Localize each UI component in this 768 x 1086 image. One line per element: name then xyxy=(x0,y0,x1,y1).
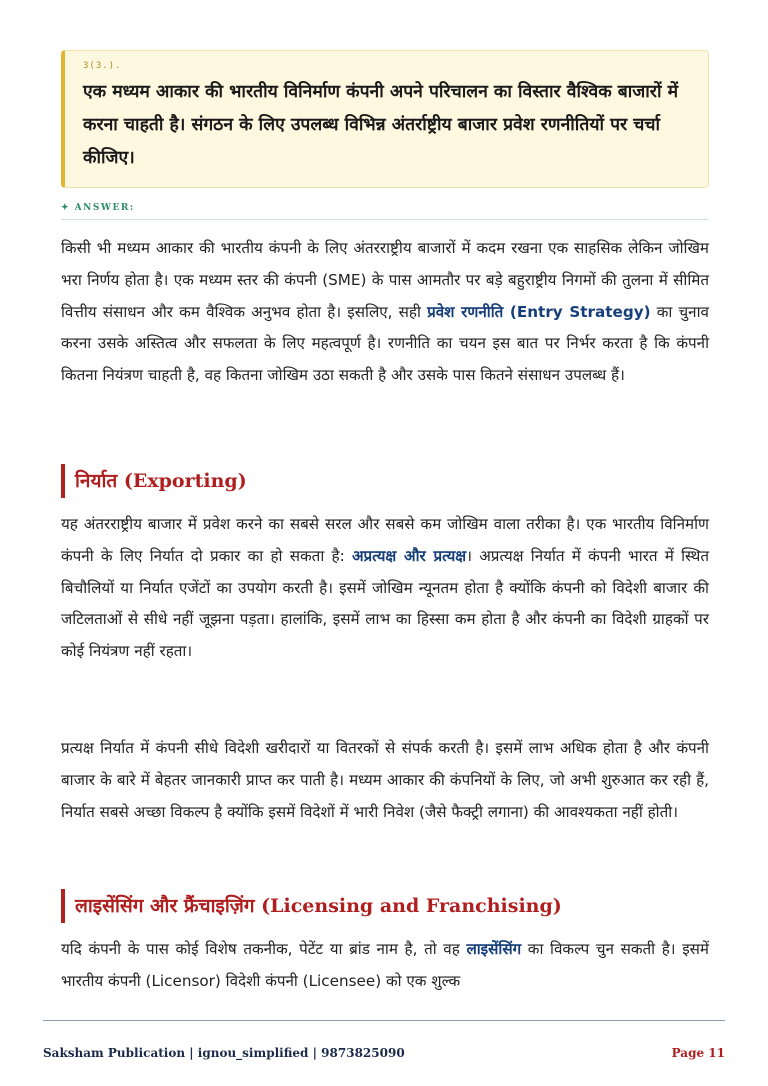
question-box xyxy=(61,50,709,188)
licensing-highlight: लाइसेंसिंग xyxy=(466,940,522,958)
exporting-text-before: यह अंतरराष्ट्रीय बाजार में प्रवेश करने का सबसे सरल और सबसे कम जोखिम वाला तरीका है। एक भारतीय विनिर्माण कंपनी के लिए निर्यात दो प्रकार का हो सकता है: xyxy=(61,515,709,565)
footer-divider xyxy=(43,1020,725,1021)
intro-text-after: का चुनाव करना उसके अस्तित्व और सफलता के लिए महत्वपूर्ण है। रणनीति का चयन इस बात पर निर्भर करता है कि कंपनी कितना नियंत्रण चाहती है, वह कितना जोखिम उठा सकती है और उसके पास कितने संसाधन उपलब्ध हैं। xyxy=(61,302,709,385)
page-number: Page 11 xyxy=(671,1046,725,1060)
question-text: एक मध्यम आकार की भारतीय विनिर्माण कंपनी अपने परिचालन का विस्तार वैश्विक बाजारों में करना चाहती है। संगठन के लिए उपलब्ध विभिन्न अंतर्राष्ट्रीय बाजार प्रवेश रणनीतियों पर चर्चा कीजिए। xyxy=(83,82,679,168)
exporting-paragraph-2: प्रत्यक्ष निर्यात में कंपनी सीधे विदेशी खरीदारों या वितरकों से संपर्क करती है। इसमें लाभ अधिक होता है और कंपनी बाजार के बारे में बेहतर जानकारी प्राप्त कर पाती है। मध्यम आकार की कंपनियों के लिए, जो अभी शुरुआत कर रही हैं, निर्यात सबसे अच्छा विकल्प है क्योंकि इसमें विदेशों में भारी निवेश (जैसे फैक्ट्री लगाना) की आवश्यकता नहीं होती। xyxy=(61,739,709,821)
licensing-paragraph-1 xyxy=(61,934,709,998)
licensing-text-before: यदि कंपनी के पास कोई विशेष तकनीक, पेटेंट या ब्रांड नाम है, तो वह xyxy=(61,940,467,958)
section-heading-licensing: लाइसेंसिंग और फ्रैंचाइज़िंग (Licensing and Franchising) xyxy=(61,889,721,923)
exporting-paragraph-1 xyxy=(61,509,709,668)
intro-text-before: किसी भी मध्यम आकार की भारतीय कंपनी के लिए अंतरराष्ट्रीय बाजारों में कदम रखना एक साहसिक लेकिन जोखिम भरा निर्णय होता है। एक मध्यम स्तर की कंपनी (SME) के पास आमतौर पर बड़े बहुराष्ट्रीय निगमों की तुलना में सीमित वित्तीय संसाधन और कम वैश्विक अनुभव होता है। इसलिए, सही xyxy=(61,239,709,321)
section-heading-exporting: निर्यात (Exporting) xyxy=(61,464,721,498)
question-number: 3(3.). xyxy=(83,61,122,71)
footer-publisher: Saksham Publication | ignou_simplified | 9873825090 xyxy=(43,1046,405,1060)
exporting-highlight: अप्रत्यक्ष और प्रत्यक्ष xyxy=(351,546,467,565)
intro-highlight: प्रवेश रणनीति (Entry Strategy) xyxy=(427,302,651,321)
licensing-text-after: का विकल्प चुन सकती है। इसमें भारतीय कंपनी (Licensor) विदेशी कंपनी (Licensee) को एक शुल्क xyxy=(61,940,710,990)
answer-label: ✦ ANSWER: xyxy=(61,203,135,213)
answer-divider xyxy=(61,219,709,220)
exporting-text-after: । अप्रत्यक्ष निर्यात में कंपनी भारत में स्थित बिचौलियों या निर्यात एजेंटों का उपयोग करती है। इसमें जोखिम न्यूनतम होता है क्योंकि कंपनी को विदेशी बाजार की जटिलताओं से सीधे नहीं जूझना पड़ता। हालांकि, इसमें लाभ का हिस्सा कम होता है और कंपनी का विदेशी ग्राहकों पर कोई नियंत्रण नहीं रहता। xyxy=(61,546,709,661)
intro-paragraph xyxy=(61,233,709,392)
